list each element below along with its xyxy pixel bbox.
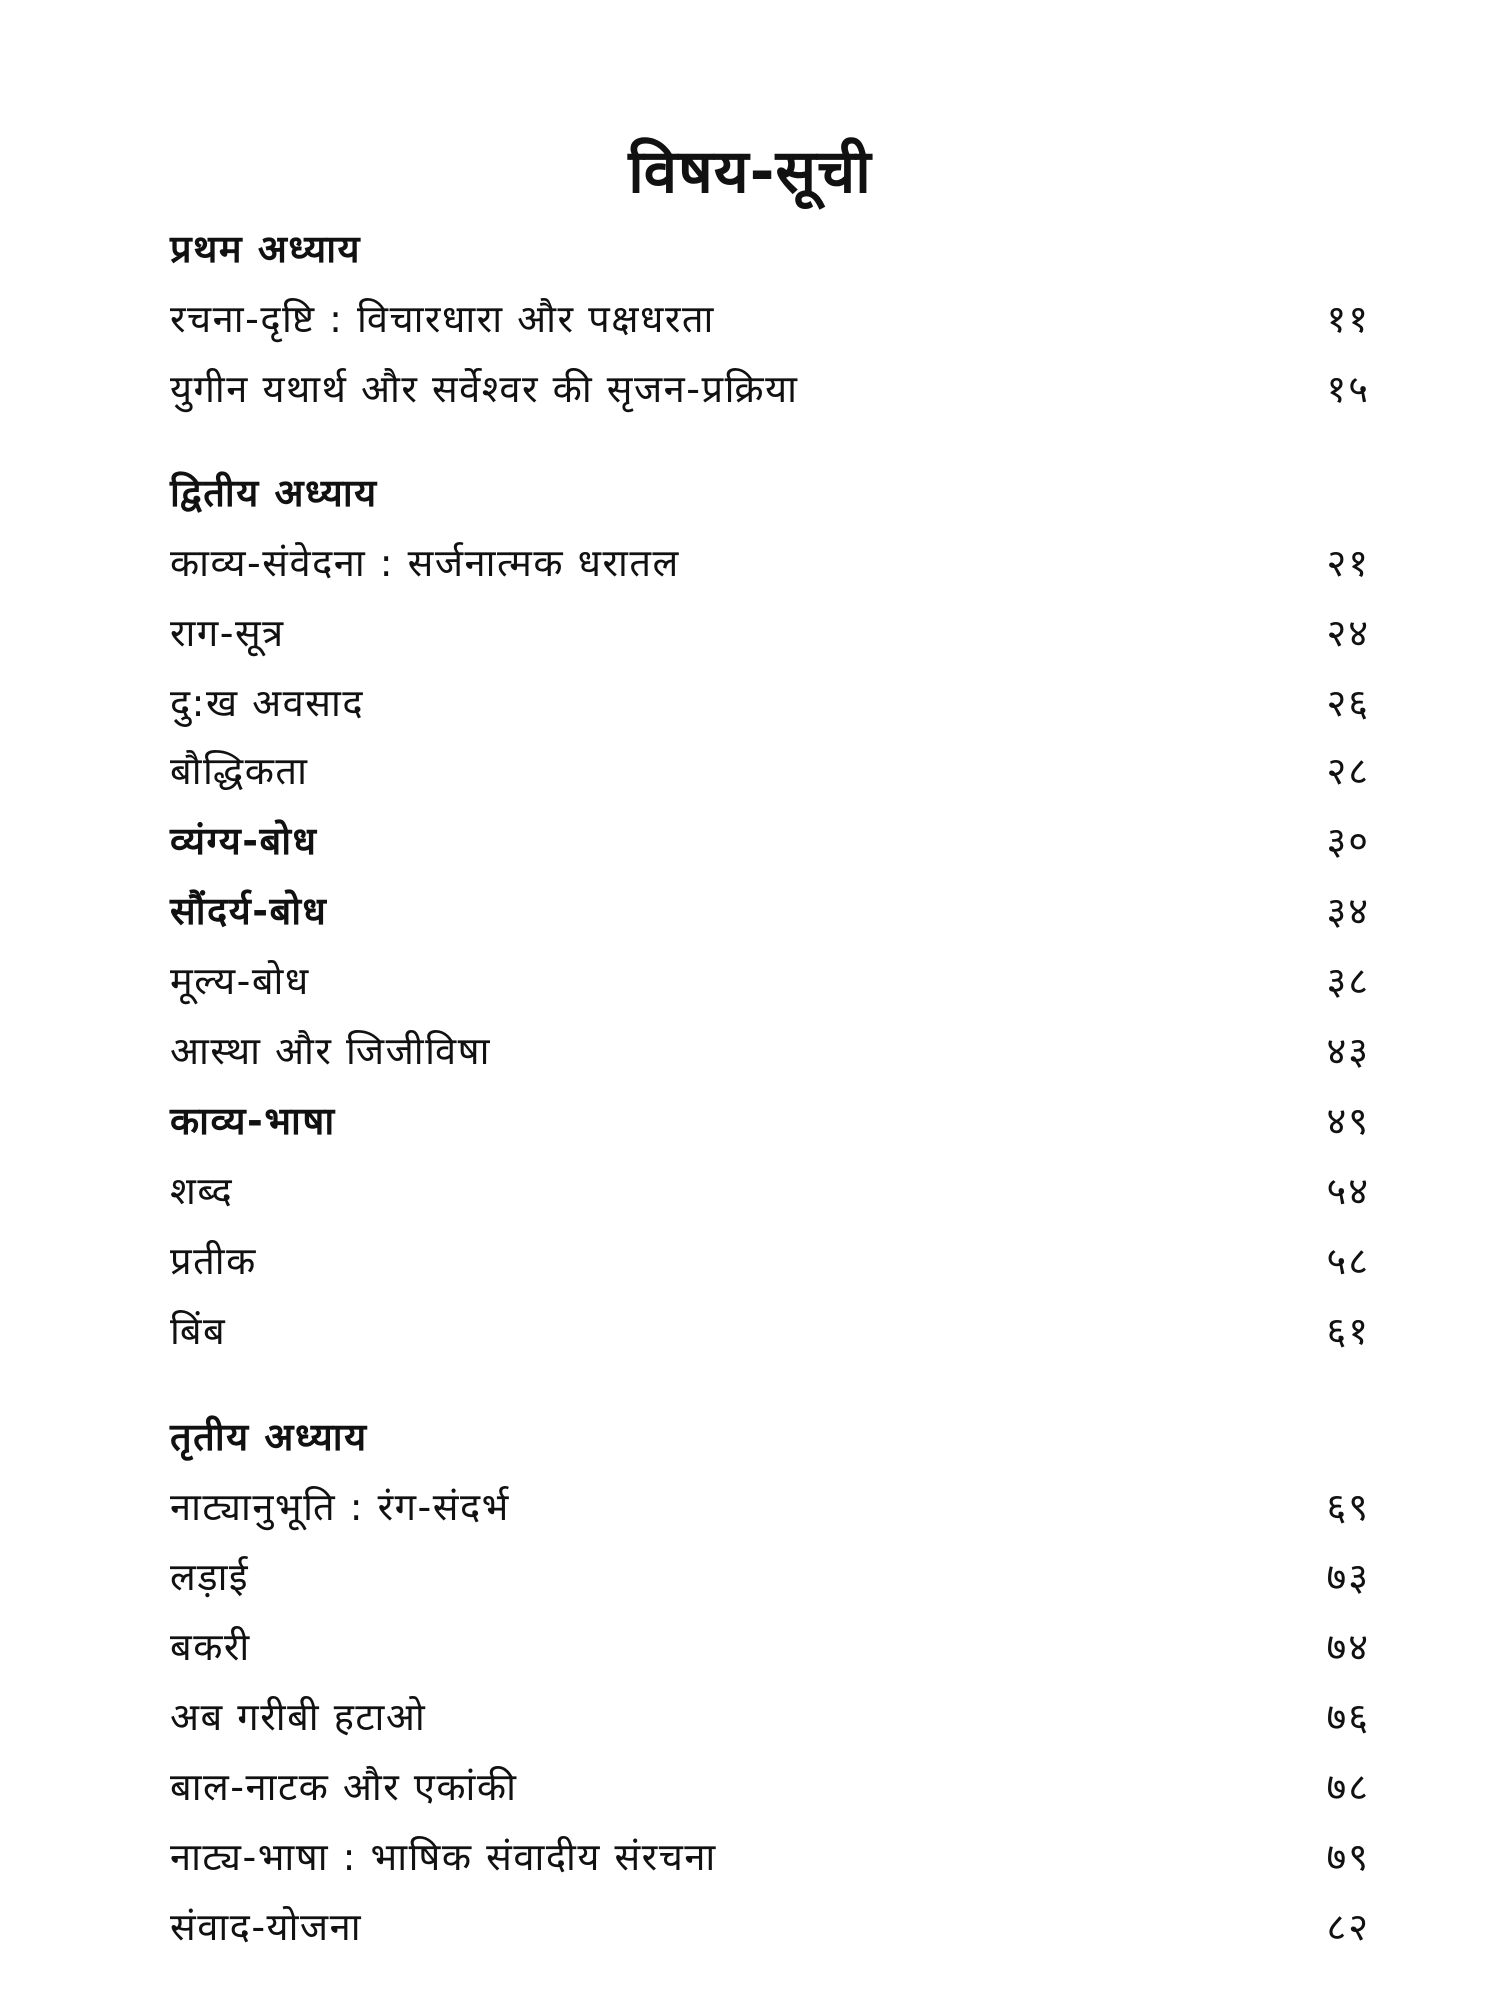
- toc-entry-page: ४९: [1326, 1099, 1370, 1143]
- toc-entry-page: ७३: [1326, 1555, 1370, 1599]
- toc-entry-label: काव्य-भाषा: [170, 1099, 336, 1143]
- toc-entry: [170, 880, 1370, 940]
- toc-entry-page: ५८: [1326, 1239, 1370, 1283]
- toc-entry-page: ८२: [1326, 1905, 1370, 1949]
- toc-entry: [170, 1476, 1370, 1536]
- toc-entry-label: युगीन यथार्थ और सर्वेश्वर की सृजन-प्रक्रिया: [170, 367, 799, 411]
- toc-entry: [170, 950, 1370, 1010]
- toc-entry-label: शब्द: [170, 1169, 234, 1213]
- toc-entry-label: बिंब: [170, 1309, 227, 1353]
- toc-entry: [170, 810, 1370, 870]
- toc-entry-label: अब गरीबी हटाओ: [170, 1695, 427, 1739]
- toc-entry-label: संवाद-योजना: [170, 1905, 363, 1949]
- toc-entry-page: २६: [1326, 681, 1370, 725]
- toc-entry: [170, 1300, 1370, 1360]
- toc-entry-label: दु:ख अवसाद: [170, 681, 365, 725]
- toc-entry-page: ३८: [1326, 959, 1370, 1003]
- toc-entry-page: ७६: [1326, 1695, 1370, 1739]
- toc-entry: [170, 602, 1370, 662]
- toc-entry-label: राग-सूत्र: [170, 611, 285, 655]
- page-title: विषय-सूची: [628, 137, 872, 207]
- toc-entry-page: २४: [1326, 611, 1370, 655]
- toc-entry-label: लड़ाई: [170, 1555, 250, 1599]
- chapter-heading-label: द्वितीय अध्याय: [170, 471, 378, 515]
- toc-entry-label: व्यंग्य-बोध: [170, 819, 318, 863]
- toc-entry-label: नाट्यानुभूति : रंग-संदर्भ: [170, 1485, 510, 1529]
- chapter-heading-label: तृतीय अध्याय: [170, 1415, 368, 1459]
- toc-entry-label: बाल-नाटक और एकांकी: [170, 1765, 518, 1809]
- chapter-2-heading: [170, 462, 1370, 522]
- toc-entry-label: रचना-दृष्टि : विचारधारा और पक्षधरता: [170, 297, 715, 341]
- chapter-heading-label: प्रथम अध्याय: [170, 227, 362, 271]
- toc-entry-page: ६९: [1326, 1485, 1370, 1529]
- toc-entry: [170, 1546, 1370, 1606]
- toc-entry-page: २८: [1326, 749, 1370, 793]
- toc-entry-label: बौद्धिकता: [170, 749, 309, 793]
- toc-entry: [170, 1230, 1370, 1290]
- toc-entry: [170, 672, 1370, 732]
- toc-entry: [170, 358, 1370, 418]
- toc-entry-label: आस्था और जिजीविषा: [170, 1029, 491, 1073]
- toc-entry-page: १५: [1326, 367, 1370, 411]
- toc-entry: [170, 1896, 1370, 1956]
- toc-entry: [170, 1756, 1370, 1816]
- toc-entry-page: ३४: [1326, 889, 1370, 933]
- toc-entry-label: काव्य-संवेदना : सर्जनात्मक धरातल: [170, 541, 680, 585]
- chapter-1-heading: [170, 218, 1370, 278]
- toc-entry: [170, 740, 1370, 800]
- toc-entry: [170, 288, 1370, 348]
- toc-entry-label: बकरी: [170, 1625, 251, 1669]
- toc-entry-section: [170, 1090, 1370, 1150]
- toc-entry-page: २१: [1326, 541, 1370, 585]
- toc-entry-page: ४३: [1326, 1029, 1370, 1073]
- toc-entry-label: प्रतीक: [170, 1239, 257, 1283]
- toc-entry: [170, 1686, 1370, 1746]
- toc-entry: [170, 1160, 1370, 1220]
- toc-entry-page: ११: [1326, 297, 1370, 341]
- toc-entry-page: ३०: [1326, 819, 1370, 863]
- toc-entry-page: ६१: [1326, 1309, 1370, 1353]
- toc-entry: [170, 532, 1370, 592]
- toc-entry-page: ५४: [1326, 1169, 1370, 1213]
- chapter-3-heading: [170, 1406, 1370, 1466]
- toc-entry-label: मूल्य-बोध: [170, 959, 310, 1003]
- toc-entry-label: सौंदर्य-बोध: [170, 889, 328, 933]
- toc-entry-page: ७४: [1326, 1625, 1370, 1669]
- toc-entry: [170, 1020, 1370, 1080]
- toc-entry-page: ७८: [1326, 1765, 1370, 1809]
- toc-entry: [170, 1616, 1370, 1676]
- toc-entry-page: ७९: [1326, 1835, 1370, 1879]
- toc-entry-label: नाट्य-भाषा : भाषिक संवादीय संरचना: [170, 1835, 717, 1879]
- toc-entry: [170, 1826, 1370, 1886]
